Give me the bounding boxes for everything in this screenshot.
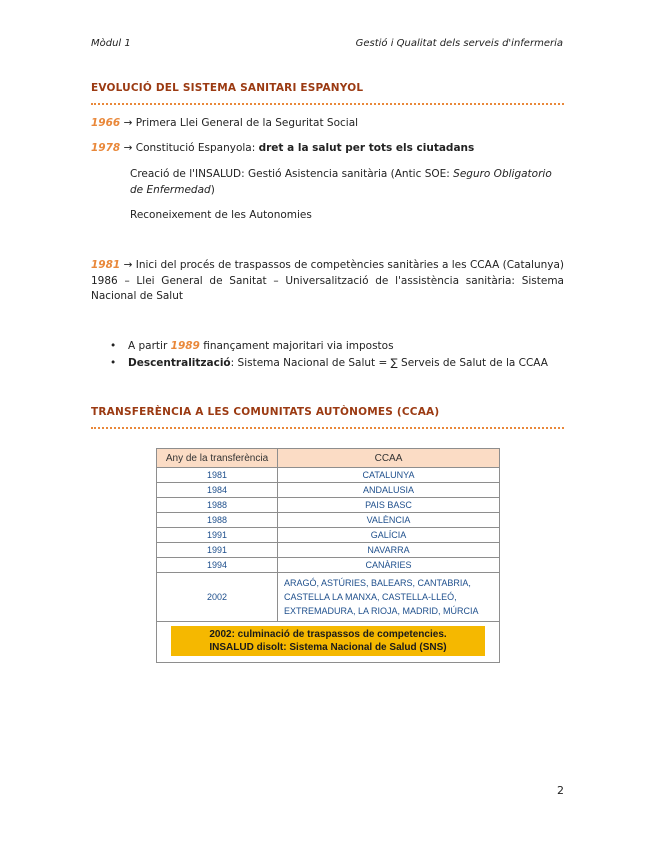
cell-year: 1988 — [157, 498, 278, 513]
table-row — [157, 573, 500, 622]
insalud-part-3: ) — [210, 184, 215, 196]
column-header-ccaa: CCAA — [278, 449, 500, 468]
header-module: Mòdul 1 — [91, 38, 131, 49]
table-row — [157, 483, 500, 498]
arrow-icon: → — [123, 117, 133, 129]
page-number: 2 — [557, 784, 564, 797]
bullet-2-bold: Descentralització — [128, 357, 231, 369]
table-row — [157, 528, 500, 543]
item-1978 — [91, 140, 564, 156]
year-1981: 1981 — [91, 259, 121, 271]
bullet-1-text-b: finançament majoritari via impostos — [199, 340, 394, 352]
banner-cell — [157, 622, 500, 663]
autonomies-text: Reconeixement de les Autonomies — [130, 209, 312, 221]
cell-year: 1991 — [157, 543, 278, 558]
insalud-part-1: Creació de l'INSALUD: Gestió Asistencia sanitària (Antic SOE: — [130, 168, 454, 180]
table-row — [157, 513, 500, 528]
section-title-transferencia: TRANSFERÈNCIA A LES COMUNITATS AUTÒNOMES (CCAA) — [91, 406, 440, 418]
item-1981 — [91, 258, 564, 305]
section-title-evolucio: EVOLUCIÓ DEL SISTEMA SANITARI ESPANYOL — [91, 82, 364, 94]
cell-year: 2002 — [157, 573, 278, 622]
cell-ccaa: CATALUNYA — [278, 468, 500, 483]
text-1981: Inici del procés de traspassos de competències sanitàries a les CCAA (Catalunya) 1986 – Llei General de Sanitat – Universalització de l'assistència sanitària: Sistema Nacional de Salut — [91, 259, 564, 302]
insalud-soe: Seguro Obligatorio de Enfermedad — [130, 168, 552, 196]
cell-year: 1984 — [157, 483, 278, 498]
bullet-1-text-a: A partir — [128, 340, 171, 352]
table-row — [157, 622, 500, 663]
arrow-icon: → — [123, 259, 133, 271]
cell-ccaa — [278, 573, 500, 622]
cell-year: 1988 — [157, 513, 278, 528]
divider — [91, 103, 564, 105]
cell-year: 1981 — [157, 468, 278, 483]
ccaa-line: ARAGÓ, ASTÚRIES, BALEARS, CANTABRIA, — [284, 578, 471, 588]
insalud-text — [130, 166, 564, 198]
text-1978-bold: dret a la salut per tots els ciutadans — [258, 142, 475, 154]
divider — [91, 427, 564, 429]
table-row — [157, 498, 500, 513]
item-1966 — [91, 115, 564, 131]
summary-banner — [171, 626, 485, 656]
list-item — [110, 355, 548, 372]
list-item — [110, 338, 548, 355]
transfer-table — [156, 448, 500, 663]
ccaa-line: EXTREMADURA, LA RIOJA, MADRID, MÚRCIA — [284, 606, 479, 616]
cell-ccaa: NAVARRA — [278, 543, 500, 558]
table-row — [157, 558, 500, 573]
text-1966: Primera Llei General de la Seguritat Social — [135, 117, 359, 129]
text-1978: Constitució Espanyola: — [135, 142, 259, 154]
cell-ccaa: VALÈNCIA — [278, 513, 500, 528]
cell-ccaa: CANÀRIES — [278, 558, 500, 573]
cell-ccaa: PAIS BASC — [278, 498, 500, 513]
cell-year: 1991 — [157, 528, 278, 543]
cell-ccaa: ANDALUSIA — [278, 483, 500, 498]
arrow-icon: → — [123, 142, 133, 154]
header-title: Gestió i Qualitat dels serveis d'infermeria — [355, 38, 563, 49]
banner-line: 2002: culminació de traspassos de competencies. — [209, 629, 447, 640]
table-row — [157, 468, 500, 483]
banner-line: INSALUD disolt: Sistema Nacional de Salud (SNS) — [209, 642, 447, 653]
cell-year: 1994 — [157, 558, 278, 573]
year-1966: 1966 — [91, 117, 121, 129]
ccaa-line: CASTELLA LA MANXA, CASTELLA-LLEÓ, — [284, 592, 457, 602]
year-1978: 1978 — [91, 142, 121, 154]
bullet-2-text: : Sistema Nacional de Salut = ∑ Serveis de Salut de la CCAA — [230, 357, 548, 369]
column-header-year: Any de la transferència — [157, 449, 278, 468]
bullet-list — [110, 338, 548, 372]
cell-ccaa: GALÍCIA — [278, 528, 500, 543]
table-row — [157, 543, 500, 558]
year-1989: 1989 — [170, 340, 200, 352]
